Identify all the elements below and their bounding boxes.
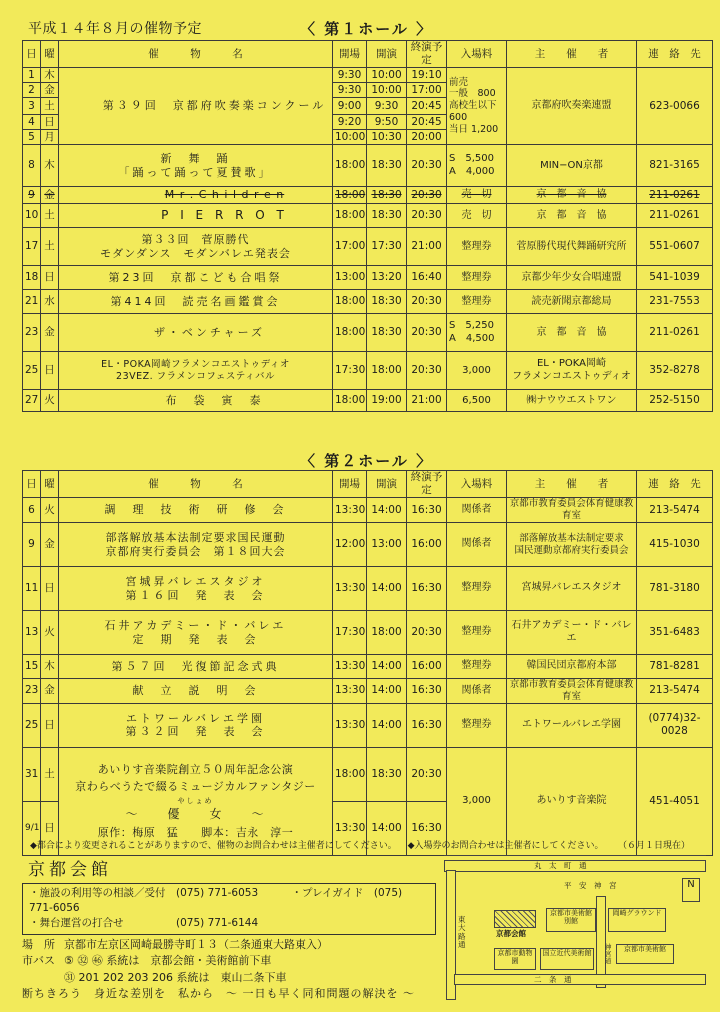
event-name: 献 立 説 明 会	[59, 679, 333, 704]
table-row: 15 木 第５７回 光復節記念式典 13:30 14:00 16:00 整理券 韓国民団京都府本部 781-8281	[23, 655, 713, 679]
col-open: 開場	[333, 471, 367, 498]
col-contact: 連 絡 先	[637, 41, 713, 68]
col-start: 開演	[367, 41, 407, 68]
col-end: 終演予定	[407, 471, 447, 498]
table-row: 10 土 P I E R R O T 18:00 18:30 20:30 売 切 京 都 音 協 211-0261	[23, 204, 713, 228]
ruby-text: やしょめ	[177, 796, 214, 805]
map-kaikan-block	[494, 910, 536, 928]
col-event: 催 物 名	[59, 41, 333, 68]
map-label-jingu: 神宮道	[605, 943, 612, 966]
address-label: 場 所	[22, 937, 55, 951]
slogan: 断ちきろう 身近な差別を 私から 〜 一日も早く同和問題の解決を 〜	[22, 987, 415, 1001]
footer	[22, 855, 442, 1003]
contact-stage: ・舞台運営の打合せ (075) 771-6144	[29, 917, 259, 930]
hall1-table	[22, 40, 713, 412]
notice-left: ◆都合により変更されることがありますので、催物のお問合わせは主催者にしてください。	[30, 841, 397, 851]
event-name: 石井アカデミー・ド・バレエ 定 期 発 表 会	[59, 611, 333, 655]
table-row: 6 火 調 理 技 術 研 修 会 13:30 14:00 16:30 関係者 京都市教育委員会体育健康教育室 213-5474	[23, 498, 713, 523]
bus-label: 市バス	[22, 954, 55, 968]
table-row: 9 金 部落解放基本法制定要求国民運動 京都府実行委員会 第１８回大会 12:00 13:00 16:00 関係者 部落解放基本法制定要求 国民運動京都府実行委員会 415-1030	[23, 523, 713, 567]
table-row: 8 木 新 舞 踊 「踊って踊って夏賛歌」 18:00 18:30 20:30 S 5,500 A 4,000 MIN−ON京都 821-3165	[23, 145, 713, 187]
event-name: ザ・ベンチャーズ	[59, 314, 333, 352]
notice-line	[30, 838, 720, 851]
table-row: 2 金 9:30 10:00 17:00	[23, 83, 713, 98]
col-start: 開演	[367, 471, 407, 498]
contact-consult: ・施設の利用等の相談／受付 (075) 771-6053	[29, 887, 259, 899]
col-end: 終演予定	[407, 41, 447, 68]
event-name: EL・POKA岡崎フラメンコエストゥディオ 23VEZ. フラメンコフェスティバル	[59, 352, 333, 390]
table-row-special: 9/1 日 13:30 14:00 16:30	[23, 801, 713, 855]
col-organizer: 主 催 者	[507, 471, 637, 498]
col-day: 日	[23, 471, 41, 498]
contact-box	[22, 883, 436, 935]
access-map	[444, 855, 706, 1001]
map-label-nijo: 二 条 通	[534, 975, 572, 984]
map-label-kaikan: 京都会館	[496, 929, 526, 938]
col-contact: 連 絡 先	[637, 471, 713, 498]
table-row-cancelled: 9 金 M r . C h i l d r e n 18:00 18:30 20:30 売 切 京 都 音 協 211-0261	[23, 187, 713, 204]
table-row: 13 火 石井アカデミー・ド・バレエ 定 期 発 表 会 17:30 18:00 20:30 整理券 石井アカデミー・ド・バレエ 351-6483	[23, 611, 713, 655]
table-row: 1 木 第３９回 京都府吹奏楽コンクール 9:30 10:00 19:10 前売 一般 800 高校生以下 600 当日 1,200 京都府吹奏楽連盟 623-0066	[23, 68, 713, 83]
fee: 前売 一般 800 高校生以下 600 当日 1,200	[447, 68, 507, 145]
event-name: 布 袋 寅 泰	[59, 390, 333, 412]
col-day: 日	[23, 41, 41, 68]
event-name: 部落解放基本法制定要求国民運動 京都府実行委員会 第１８回大会	[59, 523, 333, 567]
map-art-annex: 京都市美術館別館	[546, 908, 596, 932]
hall1-header-row	[23, 41, 713, 68]
notice-date: （６月１日現在）	[617, 841, 690, 851]
organizer: 京都府吹奏楽連盟	[507, 68, 637, 145]
col-weekday: 曜	[41, 41, 59, 68]
map-zoo-label: 京都市動物園	[494, 948, 536, 970]
map-label-higashioji: 東大路通	[458, 915, 466, 949]
hall2-table	[22, 470, 713, 856]
table-row: 5 月 10:00 10:30 20:00	[23, 130, 713, 145]
map-label-heian: 平 安 神 宮	[564, 881, 617, 890]
event-name: 第23回 京都こども合唱祭	[59, 266, 333, 290]
event-name: 第414回 読売名画鑑賞会	[59, 290, 333, 314]
venue-name: 京都会館	[28, 860, 112, 880]
map-road-nijo	[454, 974, 706, 985]
table-row: 23 金 献 立 説 明 会 13:30 14:00 16:30 関係者 京都市教育委員会体育健康教育室 213-5474	[23, 679, 713, 704]
event-name: 第３３回 菅原勝代 モダンダンス モダンバレエ発表会	[59, 228, 333, 266]
event-name: あいりす音楽院創立５０周年記念公演 京わらべうたで綴るミュージカルファンタジー やしょめ 〜 優 女 〜 原作：梅原 猛 脚本：吉永 淳一	[59, 747, 333, 855]
page-title: 平成１４年８月の催物予定	[28, 21, 202, 37]
table-row: 17 土 第３３回 菅原勝代 モダンダンス モダンバレエ発表会 17:00 17:30 21:00 整理券 菅原勝代現代舞踊研究所 551-0607	[23, 228, 713, 266]
map-modern-museum: 国立近代美術館	[540, 948, 594, 970]
table-row: 18 日 第23回 京都こども合唱祭 13:00 13:20 16:40 整理券 京都少年少女合唱連盟 541-1039	[23, 266, 713, 290]
event-name: 第３９回 京都府吹奏楽コンクール	[59, 68, 333, 145]
map-ground: 岡崎グラウンド	[608, 908, 666, 932]
col-event: 催 物 名	[59, 471, 333, 498]
map-city-museum: 京都市美術館	[616, 944, 674, 964]
hall1-title: 〈 第１ホール 〉	[300, 20, 434, 38]
table-row: 11 日 宮城昇バレエスタジオ 第１６回 発 表 会 13:30 14:00 16:30 整理券 宮城昇バレエスタジオ 781-3180	[23, 567, 713, 611]
event-name: P I E R R O T	[59, 204, 333, 228]
table-row: 27 火 布 袋 寅 泰 18:00 19:00 21:00 6,500 ㈱ナウウエストワン 252-5150	[23, 390, 713, 412]
hall2-header-row	[23, 471, 713, 498]
contact: 623-0066	[637, 68, 713, 145]
col-open: 開場	[333, 41, 367, 68]
table-row: 4 日 9:20 9:50 20:45	[23, 115, 713, 130]
hall2-title: 〈 第２ホール 〉	[300, 452, 434, 470]
table-row-special: 31 土 あいりす音楽院創立５０周年記念公演 京わらべうたで綴るミュージカルファンタジー やしょめ 〜 優 女 〜 原作：梅原 猛 脚本：吉永 淳一 18:00 18:30 20:30 3,000 あいりす音楽院 451-4051	[23, 747, 713, 801]
event-name: 新 舞 踊 「踊って踊って夏賛歌」	[59, 145, 333, 187]
address-block	[22, 937, 442, 1003]
bus-route-2: ㉛ 201 202 203 206 系統は 東山二条下車	[64, 970, 287, 984]
north-arrow-icon: N	[682, 878, 700, 902]
col-fee: 入場料	[447, 41, 507, 68]
table-row: 25 日 エトワールバレエ学園 第３２回 発 表 会 13:30 14:00 16:30 整理券 エトワールバレエ学園 (0774)32-0028	[23, 703, 713, 747]
event-name: 調 理 技 術 研 修 会	[59, 498, 333, 523]
table-row: 23 金 ザ・ベンチャーズ 18:00 18:30 20:30 S 5,250 A 4,500 京 都 音 協 211-0261	[23, 314, 713, 352]
bus-route-1: ⑤ ㉜ ㊻ 系統は 京都会館・美術館前下車	[64, 954, 272, 968]
table-row: 3 土 9:00 9:30 20:45	[23, 98, 713, 115]
address: 京都市左京区岡崎最勝寺町１３（二条通東大路東入）	[64, 937, 328, 951]
col-organizer: 主 催 者	[507, 41, 637, 68]
map-label-marutamachi: 丸 太 町 通	[534, 861, 587, 870]
event-name: 宮城昇バレエスタジオ 第１６回 発 表 会	[59, 567, 333, 611]
notice-mid: ◆入場券のお問合わせは主催者にしてください。	[407, 841, 604, 851]
contact-playguide: ・プレイガイド (075) 771-6056	[29, 887, 403, 915]
event-name: エトワールバレエ学園 第３２回 発 表 会	[59, 703, 333, 747]
event-name: 第５７回 光復節記念式典	[59, 655, 333, 679]
col-fee: 入場料	[447, 471, 507, 498]
event-name: M r . C h i l d r e n	[59, 187, 333, 204]
col-weekday: 曜	[41, 471, 59, 498]
table-row: 25 日 EL・POKA岡崎フラメンコエストゥディオ 23VEZ. フラメンコフェスティバル 17:30 18:00 20:30 3,000 EL・POKA岡崎 フラメンコエストゥディオ 352-8278	[23, 352, 713, 390]
table-row: 21 水 第414回 読売名画鑑賞会 18:00 18:30 20:30 整理券 読売新聞京都総局 231-7553	[23, 290, 713, 314]
